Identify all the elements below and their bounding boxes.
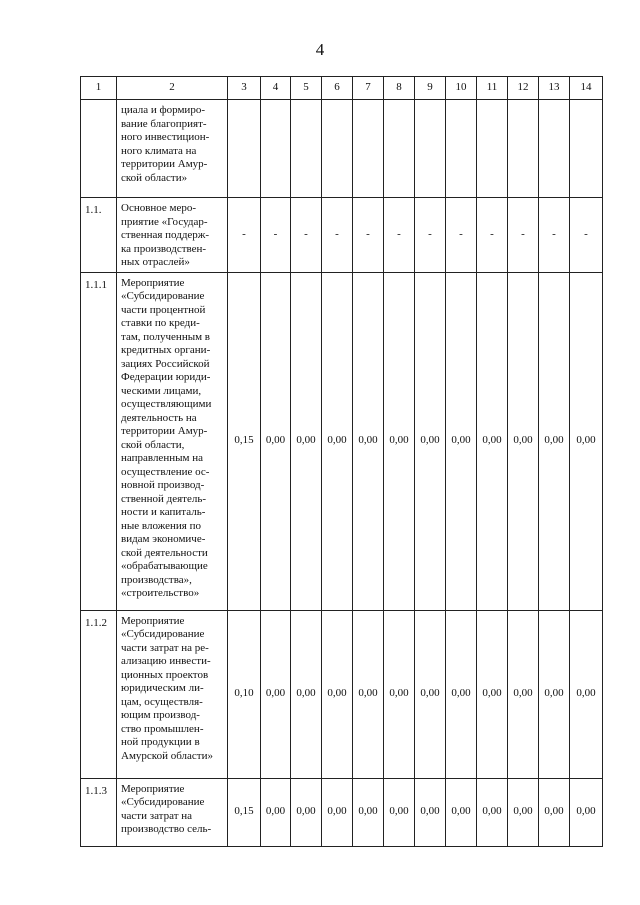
table-row [81, 272, 603, 610]
value-cell: 0,00 [570, 272, 603, 610]
row-name-line: ственной деятель- [121, 492, 207, 505]
row-name-line: территории Амур- [121, 425, 208, 437]
value-cell: 0,00 [508, 610, 539, 778]
value-cell [228, 100, 261, 198]
row-name-line: ственная поддерж- [121, 229, 210, 241]
value-cell: 0,00 [353, 610, 384, 778]
value-cell [508, 100, 539, 198]
value-cell: 0,00 [322, 778, 353, 846]
row-number: 1.1.1 [81, 272, 117, 610]
value-cell: - [291, 198, 322, 273]
row-number [81, 100, 117, 198]
row-name-line: ных отраслей» [121, 256, 190, 268]
row-name-line: «Субсидирование [121, 796, 205, 808]
row-name-line: осуществление ос- [121, 465, 210, 478]
value-cell: 0,00 [477, 778, 508, 846]
row-name-line: производство сель- [121, 823, 212, 835]
value-cell [261, 100, 291, 198]
value-cell: 0,00 [384, 272, 415, 610]
row-name [117, 778, 228, 846]
row-name-line: «Субсидирование [121, 628, 205, 640]
value-cell [322, 100, 353, 198]
row-name-line: ного инвестицион- [121, 131, 210, 143]
row-number: 1.1. [81, 198, 117, 273]
value-cell: - [228, 198, 261, 273]
row-name-line: новной производ- [121, 479, 205, 491]
row-name-line: приятие «Государ- [121, 215, 208, 228]
row-name-line: ные вложения по [121, 519, 201, 532]
value-cell: 0,00 [384, 778, 415, 846]
value-cell [291, 100, 322, 198]
column-header: 11 [477, 77, 508, 100]
row-name-line: ности и капиталь- [121, 506, 206, 518]
value-cell [570, 100, 603, 198]
row-name-line: «обрабатывающие [121, 560, 208, 572]
row-name [117, 610, 228, 778]
value-cell: 0,00 [384, 610, 415, 778]
value-cell: - [539, 198, 570, 273]
table-row [81, 198, 603, 273]
value-cell: 0,00 [261, 778, 291, 846]
value-cell: 0,00 [477, 272, 508, 610]
row-name-line: видам экономиче- [121, 533, 206, 545]
page-number: 4 [315, 40, 325, 59]
row-name-line: ного климата на [121, 144, 197, 157]
table-row [81, 100, 603, 198]
value-cell: 0,00 [415, 272, 446, 610]
column-header: 8 [384, 77, 415, 100]
row-name-line: «строительство» [121, 587, 200, 599]
value-cell: 0,00 [353, 778, 384, 846]
value-cell: 0,00 [446, 778, 477, 846]
value-cell: - [570, 198, 603, 273]
row-name-line: кредитных органи- [121, 344, 211, 356]
column-header: 13 [539, 77, 570, 100]
value-cell: 0,00 [291, 610, 322, 778]
value-cell: 0,00 [353, 272, 384, 610]
value-cell: 0,00 [539, 272, 570, 610]
value-cell: 0,15 [228, 272, 261, 610]
row-name-line: ческими лицами, [121, 384, 202, 397]
row-name-line: ющим производ- [121, 709, 200, 721]
value-cell: - [261, 198, 291, 273]
column-header: 9 [415, 77, 446, 100]
row-name-line: Мероприятие [121, 614, 185, 627]
row-name-line: ской области» [121, 171, 188, 184]
row-name-line: ской области, [121, 438, 185, 451]
value-cell: 0,10 [228, 610, 261, 778]
value-cell [415, 100, 446, 198]
row-name-line: части затрат на ре- [121, 641, 209, 654]
row-name-line: ной продукции в [121, 736, 200, 748]
row-name-line: производства», [121, 573, 192, 586]
value-cell: 0,00 [291, 272, 322, 610]
column-header: 5 [291, 77, 322, 100]
value-cell [384, 100, 415, 198]
value-cell: - [353, 198, 384, 273]
column-header: 4 [261, 77, 291, 100]
row-name-line: Основное меро- [121, 202, 197, 214]
column-header: 7 [353, 77, 384, 100]
row-name-line: ка производствен- [121, 242, 207, 255]
row-name-line: территории Амур- [121, 158, 208, 170]
row-name-line: ализацию инвести- [121, 655, 211, 667]
value-cell: 0,00 [415, 610, 446, 778]
row-number: 1.1.2 [81, 610, 117, 778]
value-cell: 0,00 [446, 272, 477, 610]
row-name-line: там, полученным в [121, 330, 210, 343]
value-cell [446, 100, 477, 198]
value-cell: 0,00 [322, 272, 353, 610]
value-cell: 0,00 [477, 610, 508, 778]
value-cell: - [384, 198, 415, 273]
value-cell: 0,00 [261, 610, 291, 778]
column-header: 14 [570, 77, 603, 100]
value-cell: 0,00 [570, 778, 603, 846]
value-cell: 0,00 [261, 272, 291, 610]
value-cell: - [477, 198, 508, 273]
value-cell: 0,00 [508, 778, 539, 846]
value-cell: 0,00 [415, 778, 446, 846]
value-cell: 0,00 [539, 610, 570, 778]
value-cell [353, 100, 384, 198]
column-header: 1 [81, 77, 117, 100]
row-name-line: ставки по креди- [121, 317, 200, 329]
row-name [117, 100, 228, 198]
value-cell: - [508, 198, 539, 273]
value-cell: 0,00 [446, 610, 477, 778]
header-row [81, 77, 603, 100]
column-header: 3 [228, 77, 261, 100]
row-name-line: части затрат на [121, 809, 193, 822]
row-name-line: осуществляющими [121, 398, 212, 410]
row-name [117, 198, 228, 273]
value-cell: - [415, 198, 446, 273]
column-header: 2 [117, 77, 228, 100]
value-cell: - [322, 198, 353, 273]
column-header: 12 [508, 77, 539, 100]
row-name-line: ционных проектов [121, 668, 209, 681]
value-cell: 0,15 [228, 778, 261, 846]
value-cell: 0,00 [322, 610, 353, 778]
row-name-line: Мероприятие [121, 782, 185, 795]
table-row [81, 610, 603, 778]
value-cell: - [446, 198, 477, 273]
row-name-line: зациях Российской [121, 357, 210, 370]
row-name-line: ской деятельности [121, 546, 208, 559]
column-header: 6 [322, 77, 353, 100]
row-name-line: ство промышлен- [121, 722, 204, 735]
row-name-line: части процентной [121, 303, 206, 316]
row-name [117, 272, 228, 610]
column-header: 10 [446, 77, 477, 100]
row-name-line: направленным на [121, 452, 203, 464]
row-name-line: деятельность на [121, 411, 197, 424]
row-name-line: Федерации юриди- [121, 371, 211, 383]
table-row [81, 778, 603, 846]
value-cell [477, 100, 508, 198]
row-name-line: циала и формиро- [121, 104, 205, 116]
row-name-line: Амурской области» [121, 749, 213, 762]
value-cell: 0,00 [291, 778, 322, 846]
row-name-line: вание благоприят- [121, 117, 207, 130]
value-cell: 0,00 [570, 610, 603, 778]
row-name-line: цам, осуществля- [121, 695, 203, 708]
row-number: 1.1.3 [81, 778, 117, 846]
indicator-table [80, 76, 603, 847]
row-name-line: Мероприятие [121, 276, 185, 289]
row-name-line: юридическим ли- [121, 682, 204, 694]
value-cell: 0,00 [508, 272, 539, 610]
value-cell: 0,00 [539, 778, 570, 846]
row-name-line: «Субсидирование [121, 290, 205, 302]
value-cell [539, 100, 570, 198]
